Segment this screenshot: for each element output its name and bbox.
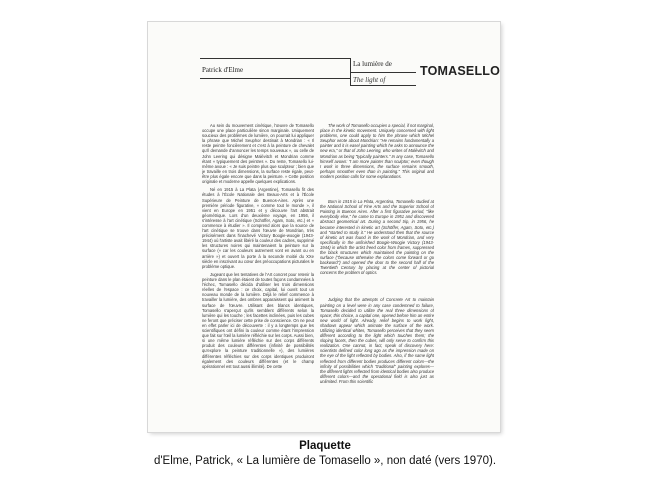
- caption-reference: d'Elme, Patrick, « La lumière de Tomasello », non daté (vers 1970).: [153, 455, 497, 467]
- french-paragraph: Né en 1915 à La Plata (Argentine), Tomasello fit des études à l'École Nationale des Beaux-Arts et à l'École Supérieure de Peinture de Buenos-Aires. Après une première période figurative, « comme tout le monde », il vient en Europe en 1951 et y découvre l'art abstrait géométrique. Lors d'un deuxième voyage, en 1956, il s'intéresse à l'art cinétique (Schöffer, Agam, Soto, etc.) et « commence à étudier ». Il comprend alors que la source de l'art cinétique se trouve dans l'œuvre de Mondrian, très précisément dans l'inachevé Victory Boogie-woogie (1943-1944) où l'artiste avait libéré la couleur des cadres, supprimé les structures noires qui maintenaient la peinture sur la surface (« car les couleurs autrement vont en avant ou en arrière ») et ouvert la porte à la seconde moitié du XXe siècle en inscrivant au cœur des préoccupations picturales le problème optique.: [202, 187, 314, 269]
- title-french: La lumière de: [353, 60, 392, 68]
- english-paragraph: Born in 1915 in La Plata, Argentina, Tomasello studied at the National School of Fine Arts and the Superior School of Painting in Buenos Aires. After a first figurative period, "like everybody else," he came to Europe in 1951 and discovered abstract geometrical art. During a second trip, in 1956, he became interested in kinetic art (Schöffer, Agam, Soto, etc.) and "started to study it." He understood then that the source of kinetic art was found in the work of Mondrian, and very specifically in the unfinished Boogie-Woogie Victory (1943-1944) in which the artist freed color from frames, suppressed the black structures which maintained the painting on the surface ("because otherwise the colors come forward or go backward") and opened the door to the second half of the Twentieth Century by placing at the center of pictorial concerns the problem of optics.: [320, 199, 434, 276]
- artist-name-heading: TOMASELLO: [420, 64, 501, 78]
- english-paragraph: The work of Tomasello occupies a special, if not marginal, place in the kinetic movement. Uniquely concerned with light problems, one could apply to him the phrase which Michel Seuphor wrote about Mondrian: "He remains fundamentally a painter and it is easel painting which he asks to announce the new era," or that of John Leering, who writes of Malévitch and Mondrian as being "typically painters." In any case, Tomasello himself avows: "I am more painter than sculptor; even though I work in three dimensions, the surface remains smooth, perhaps smoother even than in painting." This original and modern position calls for some explanations.: [320, 123, 434, 179]
- header-rule-left-bottom: [200, 78, 350, 79]
- header-rule-right-mid: [350, 72, 416, 73]
- plaquette-document: [148, 22, 500, 432]
- caption-title: Plaquette: [299, 440, 351, 452]
- french-paragraph: Jugeant que les tentatives de l'Art concret pour retenir la peinture dans le plan étaient de toutes façons condamnées à l'échec, Tomasello décida d'utiliser les trois dimensions réelles de l'espace : ce choix, capital, lui ouvrit tout un nouveau monde de la lumière. Déjà le relief commence à travailler la lumière, des ombres apparaissent qui animent la surface de l'œuvre. Utilisant des blancs identiques, Tomasello s'aperçut qu'ils semblent différents selon la lumière qui les touche ; les facettes inclinées, puis les cubes ne feront que préciser cette prise de conscience. On ne peut en effet parler ici de découverte : il y a longtemps que les scientifiques ont défini la couleur comme étant l'impression que fait sur l'œil la lumière réfléchie sur les corps. Aussi bien, si une même lumière réfléchie sur des corps différents produit des couleurs différentes (infinité de possibilités qu'explore la peinture traditionnelle »), des lumières différentes réfléchies sur des corps identiques produiront également des couleurs différentes (et le champ opérationnel est tout aussi illimité). De cette: [202, 272, 314, 369]
- header-rule-left-top: [200, 58, 350, 59]
- header-rule-right-bottom: [350, 85, 416, 86]
- author-name: Patrick d'Elme: [202, 66, 244, 74]
- document-header: [148, 22, 500, 84]
- title-english: The light of: [353, 76, 386, 84]
- french-paragraph: Au sein du mouvement cinétique, l'œuvre de Tomasello occupe une place particulière sinon marginale. Uniquement soucieux des problèmes de lumière, on pourrait lui appliquer la phrase que Michel Seuphor destinait à Mondrian : « Il reste peintre foncièrement et c'est à la peinture de chevalet qu'il demande d'annoncer les temps nouveaux », ou celle de John Leering qui désigne Malévitch et Mondrian comme étant « typiquement des peintres ». Du reste, Tomasello lui-même avoue : « Je suis peintre plus que sculpteur ; bien que je travaille en trois dimensions, la surface reste égale, peut-être plus égale encore que dans la peinture. » Cette position originale et moderne appelle quelques explications.: [202, 123, 314, 185]
- english-paragraph: Judging that the attempts of Concrete Art to maintain painting on a level were in any case condemned to failure, Tomasello decided to utilize the real three dimensions of space; this choice, a capital one, opened before him an entire new world of light. Already, relief begins to work light, shadows appear which animate the surface of the work. Utilizing identical whites, Tomasello perceives that they seem different according to the light which touches them; the sloping facets, then the cubes, will only serve to confirm this realization. One cannot, in fact, speak of discovery here: scientists defined color long ago as the impression made on the eye of the light reflected by bodies. Also, if the same light reflected from different bodies produces different colors—the infinity of possibilities which "traditional" painting explores—the different lights reflected from identical bodies also produce different colors—and the operational field is also just as unlimited. From this scientific: [320, 297, 434, 384]
- french-text-column: [202, 123, 314, 423]
- english-text-column: [320, 123, 434, 423]
